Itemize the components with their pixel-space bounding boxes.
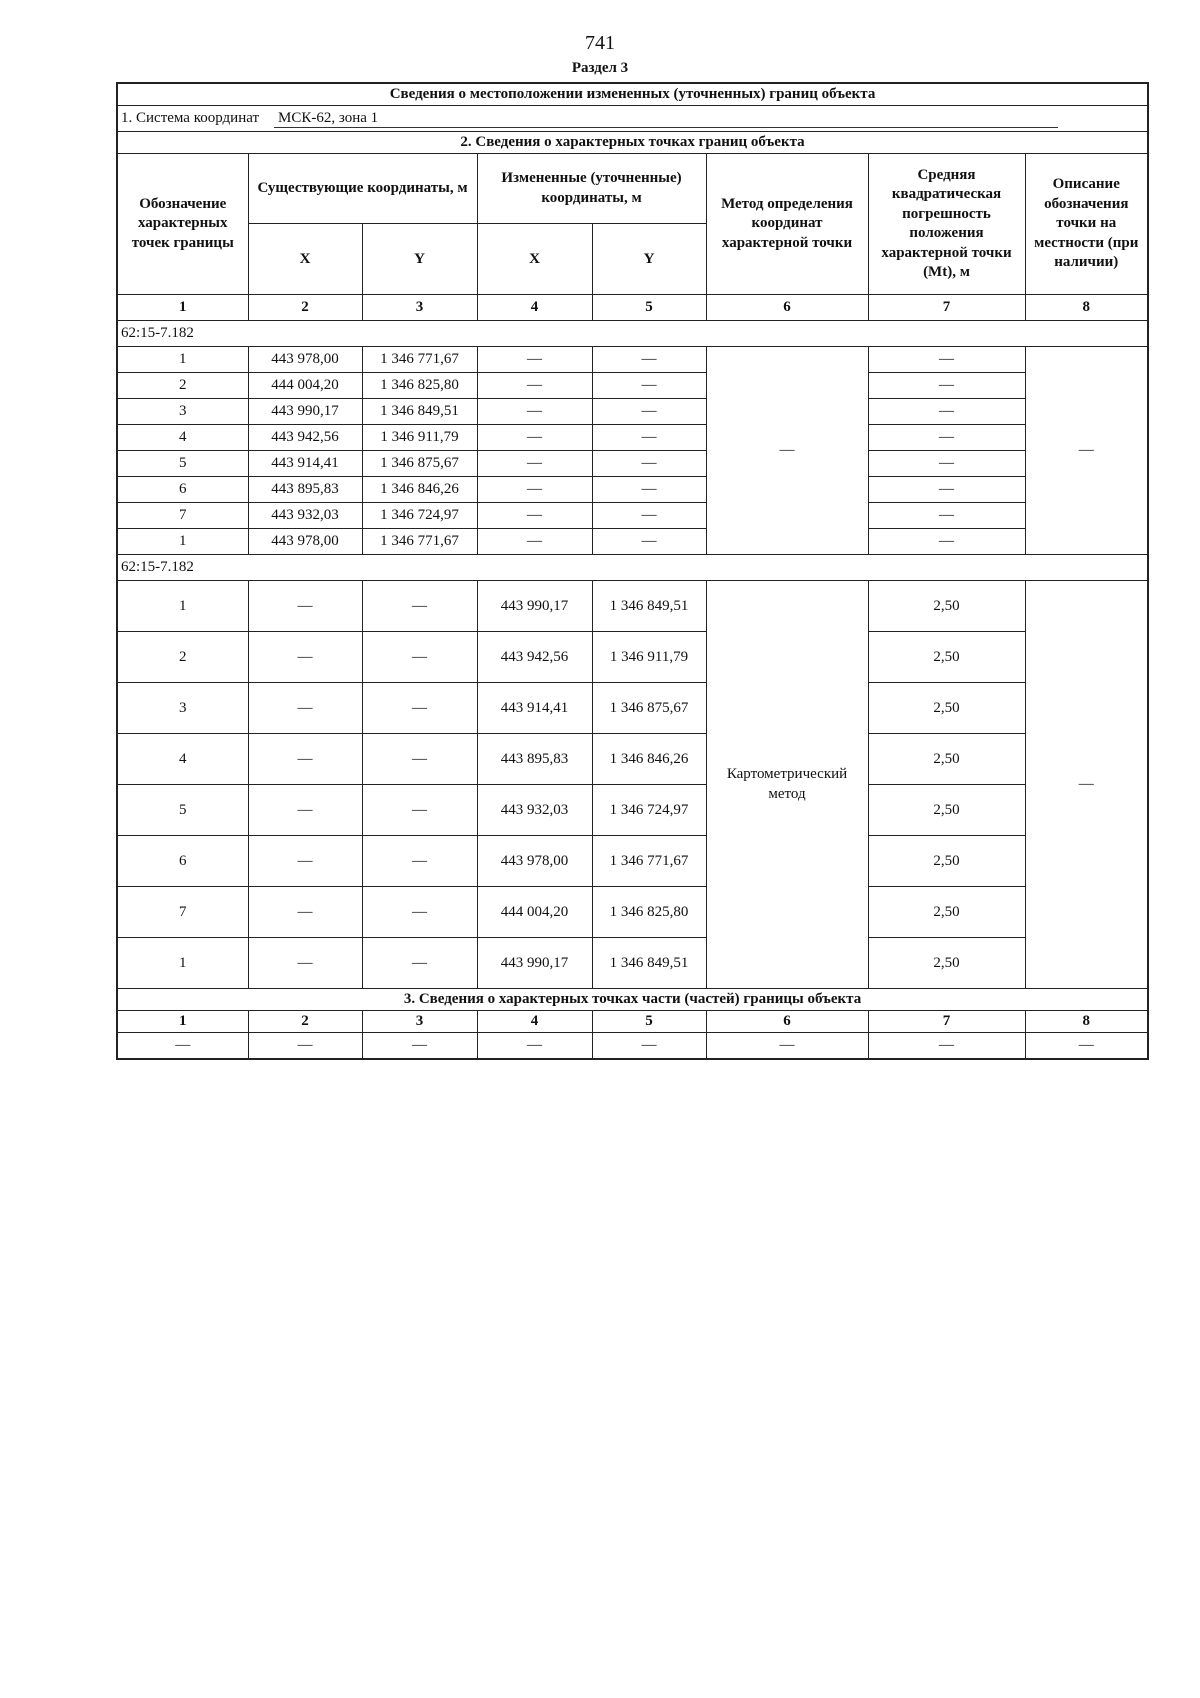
table-row (117, 785, 1148, 836)
table-row (117, 347, 1148, 373)
table-row (117, 503, 1148, 529)
point-id: 1 (117, 529, 248, 555)
table-row (117, 836, 1148, 887)
changed-y: — (592, 425, 706, 451)
column-number: 8 (1025, 295, 1148, 321)
table-row (117, 477, 1148, 503)
column-number: 1 (117, 1011, 248, 1033)
mean-error: — (868, 477, 1025, 503)
group-2-label: 62:15-7.182 (117, 555, 1148, 581)
existing-y: 1 346 724,97 (362, 503, 477, 529)
column-number: 7 (868, 295, 1025, 321)
point-id: 3 (117, 683, 248, 734)
existing-y: 1 346 875,67 (362, 451, 477, 477)
mean-error: — (868, 347, 1025, 373)
header-existing-y: Y (362, 224, 477, 295)
table-row (117, 683, 1148, 734)
changed-y: 1 346 724,97 (592, 785, 706, 836)
point-id: 1 (117, 347, 248, 373)
existing-x: — (248, 581, 362, 632)
empty-cell: — (477, 1033, 592, 1060)
existing-x: — (248, 734, 362, 785)
existing-y: 1 346 849,51 (362, 399, 477, 425)
boundary-table (116, 82, 1149, 1060)
changed-y: 1 346 825,80 (592, 887, 706, 938)
changed-y: 1 346 849,51 (592, 581, 706, 632)
existing-y: — (362, 887, 477, 938)
empty-cell: — (1025, 1033, 1148, 1060)
changed-x: 443 978,00 (477, 836, 592, 887)
coord-system-value: МСК-62, зона 1 (274, 110, 1058, 128)
header-changed-x: X (477, 224, 592, 295)
changed-y: — (592, 373, 706, 399)
existing-y: 1 346 771,67 (362, 529, 477, 555)
empty-cell: — (248, 1033, 362, 1060)
existing-y: — (362, 734, 477, 785)
changed-x: — (477, 503, 592, 529)
point-id: 5 (117, 451, 248, 477)
changed-y: 1 346 875,67 (592, 683, 706, 734)
column-number: 2 (248, 1011, 362, 1033)
column-number: 3 (362, 295, 477, 321)
changed-x: — (477, 373, 592, 399)
existing-x: 443 978,00 (248, 529, 362, 555)
changed-y: — (592, 347, 706, 373)
column-number: 7 (868, 1011, 1025, 1033)
table-row (117, 938, 1148, 989)
existing-y: 1 346 911,79 (362, 425, 477, 451)
mean-error: — (868, 451, 1025, 477)
table-row (117, 581, 1148, 632)
existing-x: — (248, 836, 362, 887)
existing-y: 1 346 846,26 (362, 477, 477, 503)
table-row (117, 425, 1148, 451)
page-number: 741 (585, 32, 615, 54)
existing-y: — (362, 785, 477, 836)
existing-x: 444 004,20 (248, 373, 362, 399)
column-number: 5 (592, 295, 706, 321)
mean-error: 2,50 (868, 938, 1025, 989)
empty-cell: — (362, 1033, 477, 1060)
existing-y: — (362, 836, 477, 887)
point-id: 1 (117, 938, 248, 989)
mean-error: 2,50 (868, 734, 1025, 785)
existing-x: — (248, 785, 362, 836)
point-id: 4 (117, 734, 248, 785)
existing-x: 443 914,41 (248, 451, 362, 477)
empty-cell: — (592, 1033, 706, 1060)
existing-y: — (362, 938, 477, 989)
existing-x: 443 942,56 (248, 425, 362, 451)
header-existing-coords: Существующие координаты, м (248, 154, 477, 224)
point-id: 4 (117, 425, 248, 451)
mean-error: 2,50 (868, 683, 1025, 734)
header-method: Метод определения координат характерной точки (706, 154, 868, 295)
mean-error: 2,50 (868, 887, 1025, 938)
changed-x: 443 932,03 (477, 785, 592, 836)
mean-error: — (868, 373, 1025, 399)
changed-x: 443 914,41 (477, 683, 592, 734)
changed-x: — (477, 477, 592, 503)
changed-x: — (477, 347, 592, 373)
changed-x: 443 895,83 (477, 734, 592, 785)
existing-x: 443 895,83 (248, 477, 362, 503)
table-row (117, 451, 1148, 477)
column-number: 6 (706, 1011, 868, 1033)
table-row (117, 399, 1148, 425)
changed-y: 1 346 849,51 (592, 938, 706, 989)
existing-x: 443 990,17 (248, 399, 362, 425)
group-1-label: 62:15-7.182 (117, 321, 1148, 347)
changed-x: — (477, 399, 592, 425)
mean-error: — (868, 503, 1025, 529)
section-title: Раздел 3 (571, 60, 629, 76)
section-2-title: 2. Сведения о характерных точках границ объекта (117, 132, 1148, 154)
header-changed-y: Y (592, 224, 706, 295)
column-number: 4 (477, 1011, 592, 1033)
point-id: 3 (117, 399, 248, 425)
changed-y: — (592, 529, 706, 555)
table-row (117, 373, 1148, 399)
table-row (117, 529, 1148, 555)
changed-y: — (592, 477, 706, 503)
mean-error: 2,50 (868, 785, 1025, 836)
changed-x: 443 942,56 (477, 632, 592, 683)
header-changed-coords: Измененные (уточненные) координаты, м (477, 154, 706, 224)
existing-x: — (248, 938, 362, 989)
coord-system-row (117, 106, 1148, 132)
column-number: 4 (477, 295, 592, 321)
changed-y: 1 346 911,79 (592, 632, 706, 683)
mean-error: 2,50 (868, 836, 1025, 887)
existing-x: — (248, 632, 362, 683)
changed-x: 443 990,17 (477, 581, 592, 632)
mean-error: — (868, 399, 1025, 425)
point-id: 7 (117, 503, 248, 529)
point-id: 6 (117, 836, 248, 887)
description-cell: — (1025, 347, 1148, 555)
mean-error: 2,50 (868, 581, 1025, 632)
existing-x: — (248, 887, 362, 938)
changed-x: — (477, 451, 592, 477)
column-number: 2 (248, 295, 362, 321)
changed-x: 443 990,17 (477, 938, 592, 989)
changed-y: — (592, 399, 706, 425)
header-mean-error: Средняя квадратическая погрешность положения характерной точки (Mt), м (868, 154, 1025, 295)
changed-y: — (592, 503, 706, 529)
existing-y: — (362, 632, 477, 683)
changed-x: 444 004,20 (477, 887, 592, 938)
existing-y: 1 346 771,67 (362, 347, 477, 373)
existing-y: 1 346 825,80 (362, 373, 477, 399)
changed-x: — (477, 425, 592, 451)
mean-error: 2,50 (868, 632, 1025, 683)
changed-x: — (477, 529, 592, 555)
header-description: Описание обозначения точки на местности (при наличии) (1025, 154, 1148, 295)
method-cell: Картометрический метод (706, 581, 868, 989)
changed-y: 1 346 771,67 (592, 836, 706, 887)
column-number: 5 (592, 1011, 706, 1033)
point-id: 1 (117, 581, 248, 632)
changed-y: 1 346 846,26 (592, 734, 706, 785)
changed-y: — (592, 451, 706, 477)
column-number: 1 (117, 295, 248, 321)
table-row (117, 1033, 1148, 1060)
mean-error: — (868, 425, 1025, 451)
table-row (117, 887, 1148, 938)
empty-cell: — (117, 1033, 248, 1060)
column-number-row (117, 295, 1148, 321)
description-cell: — (1025, 581, 1148, 989)
point-id: 2 (117, 632, 248, 683)
empty-cell: — (706, 1033, 868, 1060)
method-cell: — (706, 347, 868, 555)
column-number-row (117, 1011, 1148, 1033)
existing-x: — (248, 683, 362, 734)
header-point-designation: Обозначение характерных точек границы (117, 154, 248, 295)
mean-error: — (868, 529, 1025, 555)
table-title: Сведения о местоположении измененных (уточненных) границ объекта (117, 83, 1148, 106)
column-number: 3 (362, 1011, 477, 1033)
table-row (117, 734, 1148, 785)
empty-cell: — (868, 1033, 1025, 1060)
existing-x: 443 932,03 (248, 503, 362, 529)
coord-system-label: 1. Система координат (121, 109, 260, 126)
existing-y: — (362, 581, 477, 632)
existing-y: — (362, 683, 477, 734)
point-id: 7 (117, 887, 248, 938)
point-id: 5 (117, 785, 248, 836)
column-number: 8 (1025, 1011, 1148, 1033)
existing-x: 443 978,00 (248, 347, 362, 373)
point-id: 2 (117, 373, 248, 399)
table-row (117, 632, 1148, 683)
point-id: 6 (117, 477, 248, 503)
column-number: 6 (706, 295, 868, 321)
header-existing-x: X (248, 224, 362, 295)
section-3-title: 3. Сведения о характерных точках части (частей) границы объекта (117, 989, 1148, 1011)
